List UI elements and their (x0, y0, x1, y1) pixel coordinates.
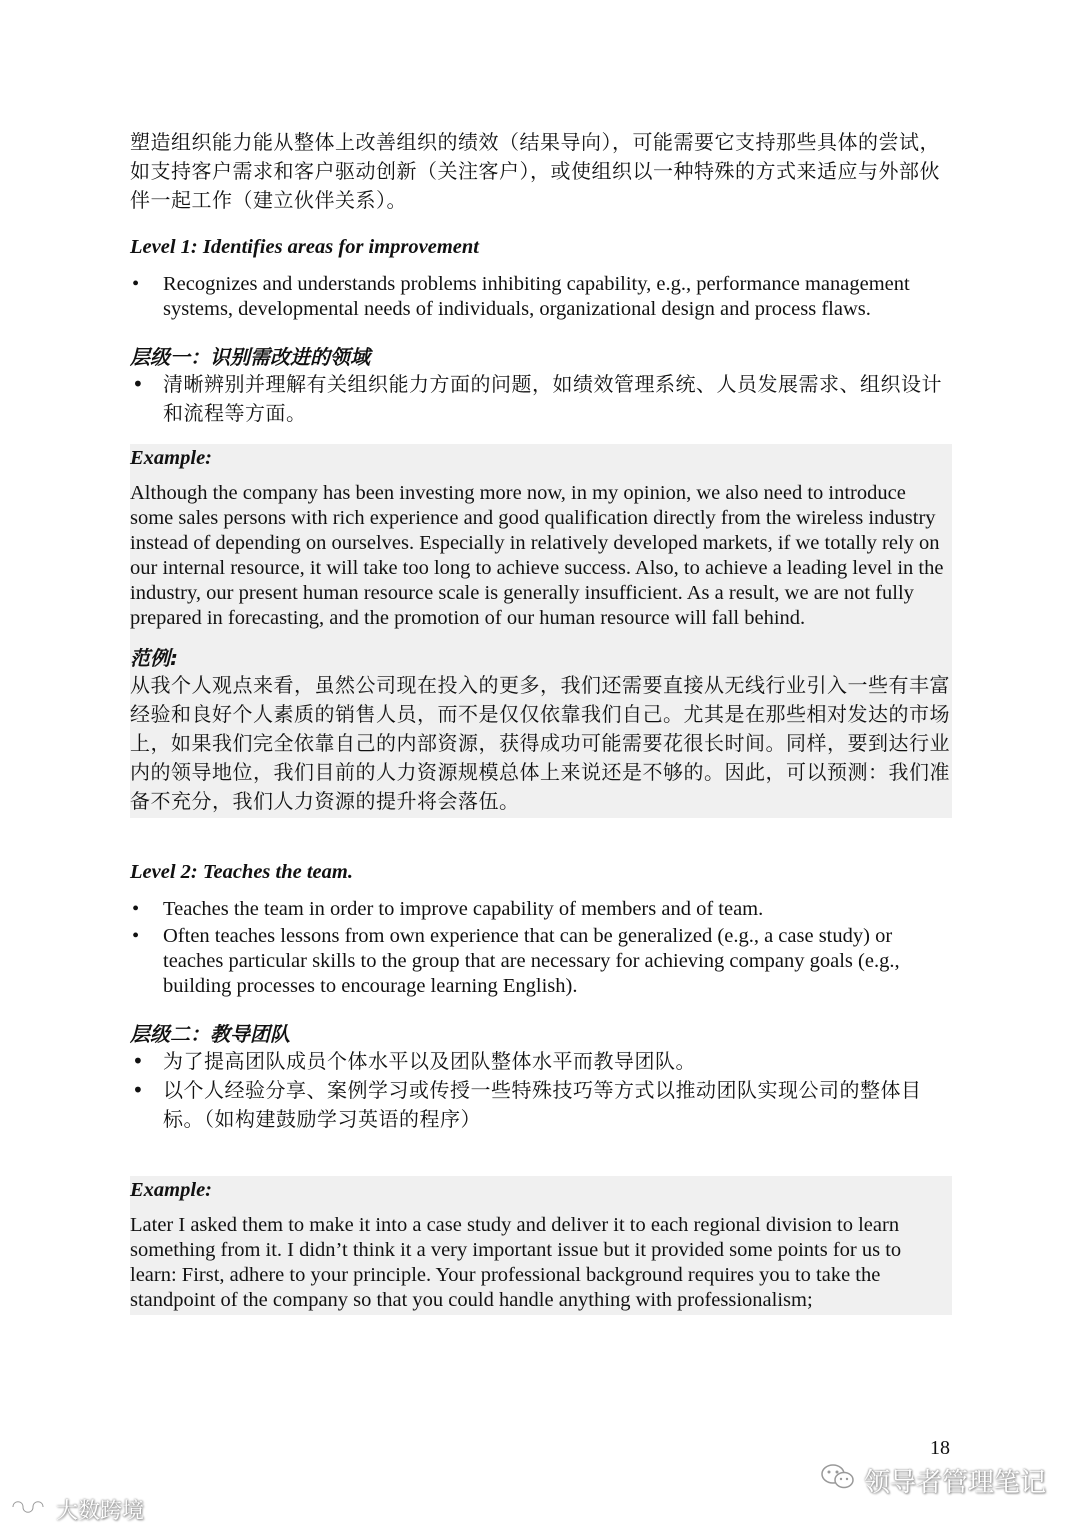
document-page (130, 128, 952, 1315)
bullet-icon: • (132, 925, 140, 947)
level1-zh-bullet-list (130, 370, 952, 428)
watermark-right-text: 领导者管理笔记 (863, 1468, 1046, 1498)
bullet-icon: • (132, 1078, 145, 1102)
level1-zh-heading: 层级一：识别需改进的领域 (130, 345, 370, 369)
list-item: • 为了提高团队成员个体水平以及团队整体水平而教导团队。 (130, 1047, 952, 1076)
list-item: • 以个人经验分享、案例学习或传授一些特殊技巧等方式以推动团队实现公司的整体目标。（如构建鼓励学习英语的程序） (132, 1078, 922, 1131)
level2-bullet-list (130, 897, 952, 999)
list-item: • Teaches the team in order to improve capability of members and of team. (132, 898, 764, 920)
list-item: • Often teaches lessons from own experience that can be generalized (e.g., a case study) or teaches particular skills to the group that are necessary for achieving company goals (e.g., building processes to encourage learning English). (132, 925, 900, 997)
brand-logo-icon (10, 1496, 50, 1524)
level2-example-box (130, 1176, 952, 1315)
watermark-left-text: 大数跨境 (56, 1499, 145, 1524)
level1-bullet-list (130, 272, 952, 322)
watermark-left (10, 1494, 144, 1525)
level2-heading: Level 2: Teaches the team. (130, 861, 353, 883)
example-label: Example: (130, 1179, 212, 1201)
bullet-icon: • (132, 372, 145, 396)
page-number: 18 (930, 1437, 950, 1459)
bullet-icon: • (132, 898, 140, 920)
watermark-right (820, 1462, 1046, 1499)
example-label: Example: (130, 447, 212, 469)
list-item: • 清晰辨别并理解有关组织能力方面的问题，如绩效管理系统、人员发展需求、组织设计和流程等方面。 (132, 372, 942, 425)
level2-zh-bullet-list (130, 1047, 952, 1134)
level2-zh-heading: 层级二：教导团队 (130, 1022, 290, 1046)
level1-heading: Level 1: Identifies areas for improvement (130, 236, 480, 258)
zh-example-text: 从我个人观点来看，虽然公司现在投入的更多，我们还需要直接从无线行业引入一些有丰富经验和良好个人素质的销售人员，而不是仅仅依靠我们自己。尤其是在那些相对发达的市场上，如果我们完全依靠自己的内部资源，获得成功可能需要花很长时间。同样，要到达行业内的领导地位，我们目前的人力资源规模总体上来说还是不够的。因此，可以预测：我们准备不充分，我们人力资源的提升将会落伍。 (130, 673, 950, 813)
example-text: Later I asked them to make it into a case study and deliver it to each regional division to learn something from it. I didn’t think it a very important issue but it provided some points for us to learn: First, adhere to your principle. Your professional background requires you to take the standpoint of the company so that you could handle anything with professionalism; (130, 1214, 902, 1311)
bullet-icon: • (132, 1049, 145, 1073)
list-item: • Recognizes and understands problems inhibiting capability, e.g., performance management systems, developmental needs of individuals, organizational design and process flaws. (132, 273, 910, 320)
example-text: Although the company has been investing more now, in my opinion, we also need to introduce some sales persons with rich experience and good qualification directly from the wireless industry instead of depending on ourselves. Especially in relatively developed markets, if we totally rely on our internal resource, it will take too long to achieve success. Also, to achieve a leading level in the industry, our present human resource scale is generally insufficient. As a result, we are not fully prepared in forecasting, and the promotion of our human resource will fall behind. (130, 482, 944, 629)
intro-paragraph: 塑造组织能力能从整体上改善组织的绩效（结果导向），可能需要它支持那些具体的尝试，如支持客户需求和客户驱动创新（关注客户），或使组织以一种特殊的方式来适应与外部伙伴一起工作（建立伙伴关系）。 (130, 130, 940, 212)
wechat-icon (820, 1462, 856, 1499)
bullet-icon: • (132, 273, 140, 295)
level1-example-box (130, 444, 952, 818)
zh-example-label: 范例: (130, 646, 178, 670)
